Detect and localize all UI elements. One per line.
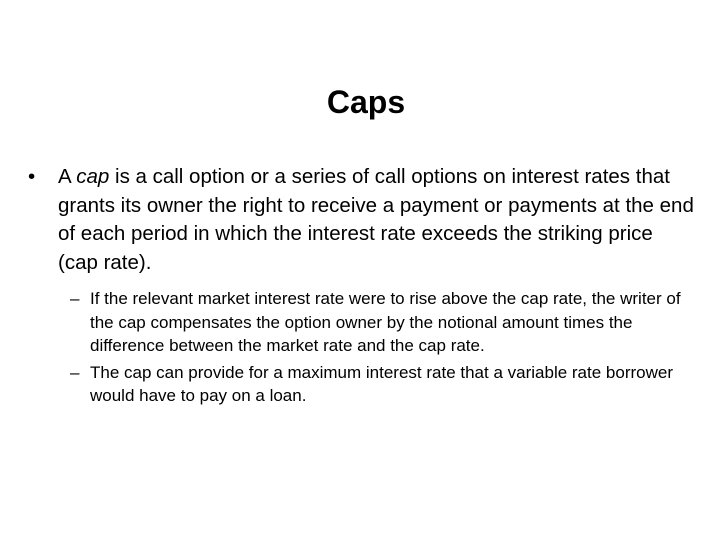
slide-title: Caps (326, 84, 406, 120)
sub-bullet-item (70, 361, 696, 408)
bullet-marker: • (28, 165, 36, 188)
sub-bullet-item (70, 287, 696, 358)
bullet-text-pre: A (58, 165, 77, 188)
bullet-emphasis: cap (76, 165, 110, 188)
slide-body (28, 163, 696, 411)
main-bullet (28, 163, 696, 277)
bullet-text-post: is a call option or a series of call options on interest rates that grants its owner the right to receive a payment or payments at the end of each period in which the interest rate exceeds the striking price (cap rate). (58, 165, 694, 274)
sub-bullet-text: The cap can provide for a maximum interest rate that a variable rate borrower would have to pay on a loan. (90, 362, 673, 405)
sub-bullet-marker: – (70, 289, 80, 308)
sub-bullet-marker: – (70, 362, 80, 382)
sub-bullet-list (28, 287, 696, 408)
sub-bullet-text: If the relevant market interest rate were to rise above the cap rate, the writer of the cap compensates the option owner by the notional amount times the difference between the market rate and the cap rate. (90, 289, 681, 355)
